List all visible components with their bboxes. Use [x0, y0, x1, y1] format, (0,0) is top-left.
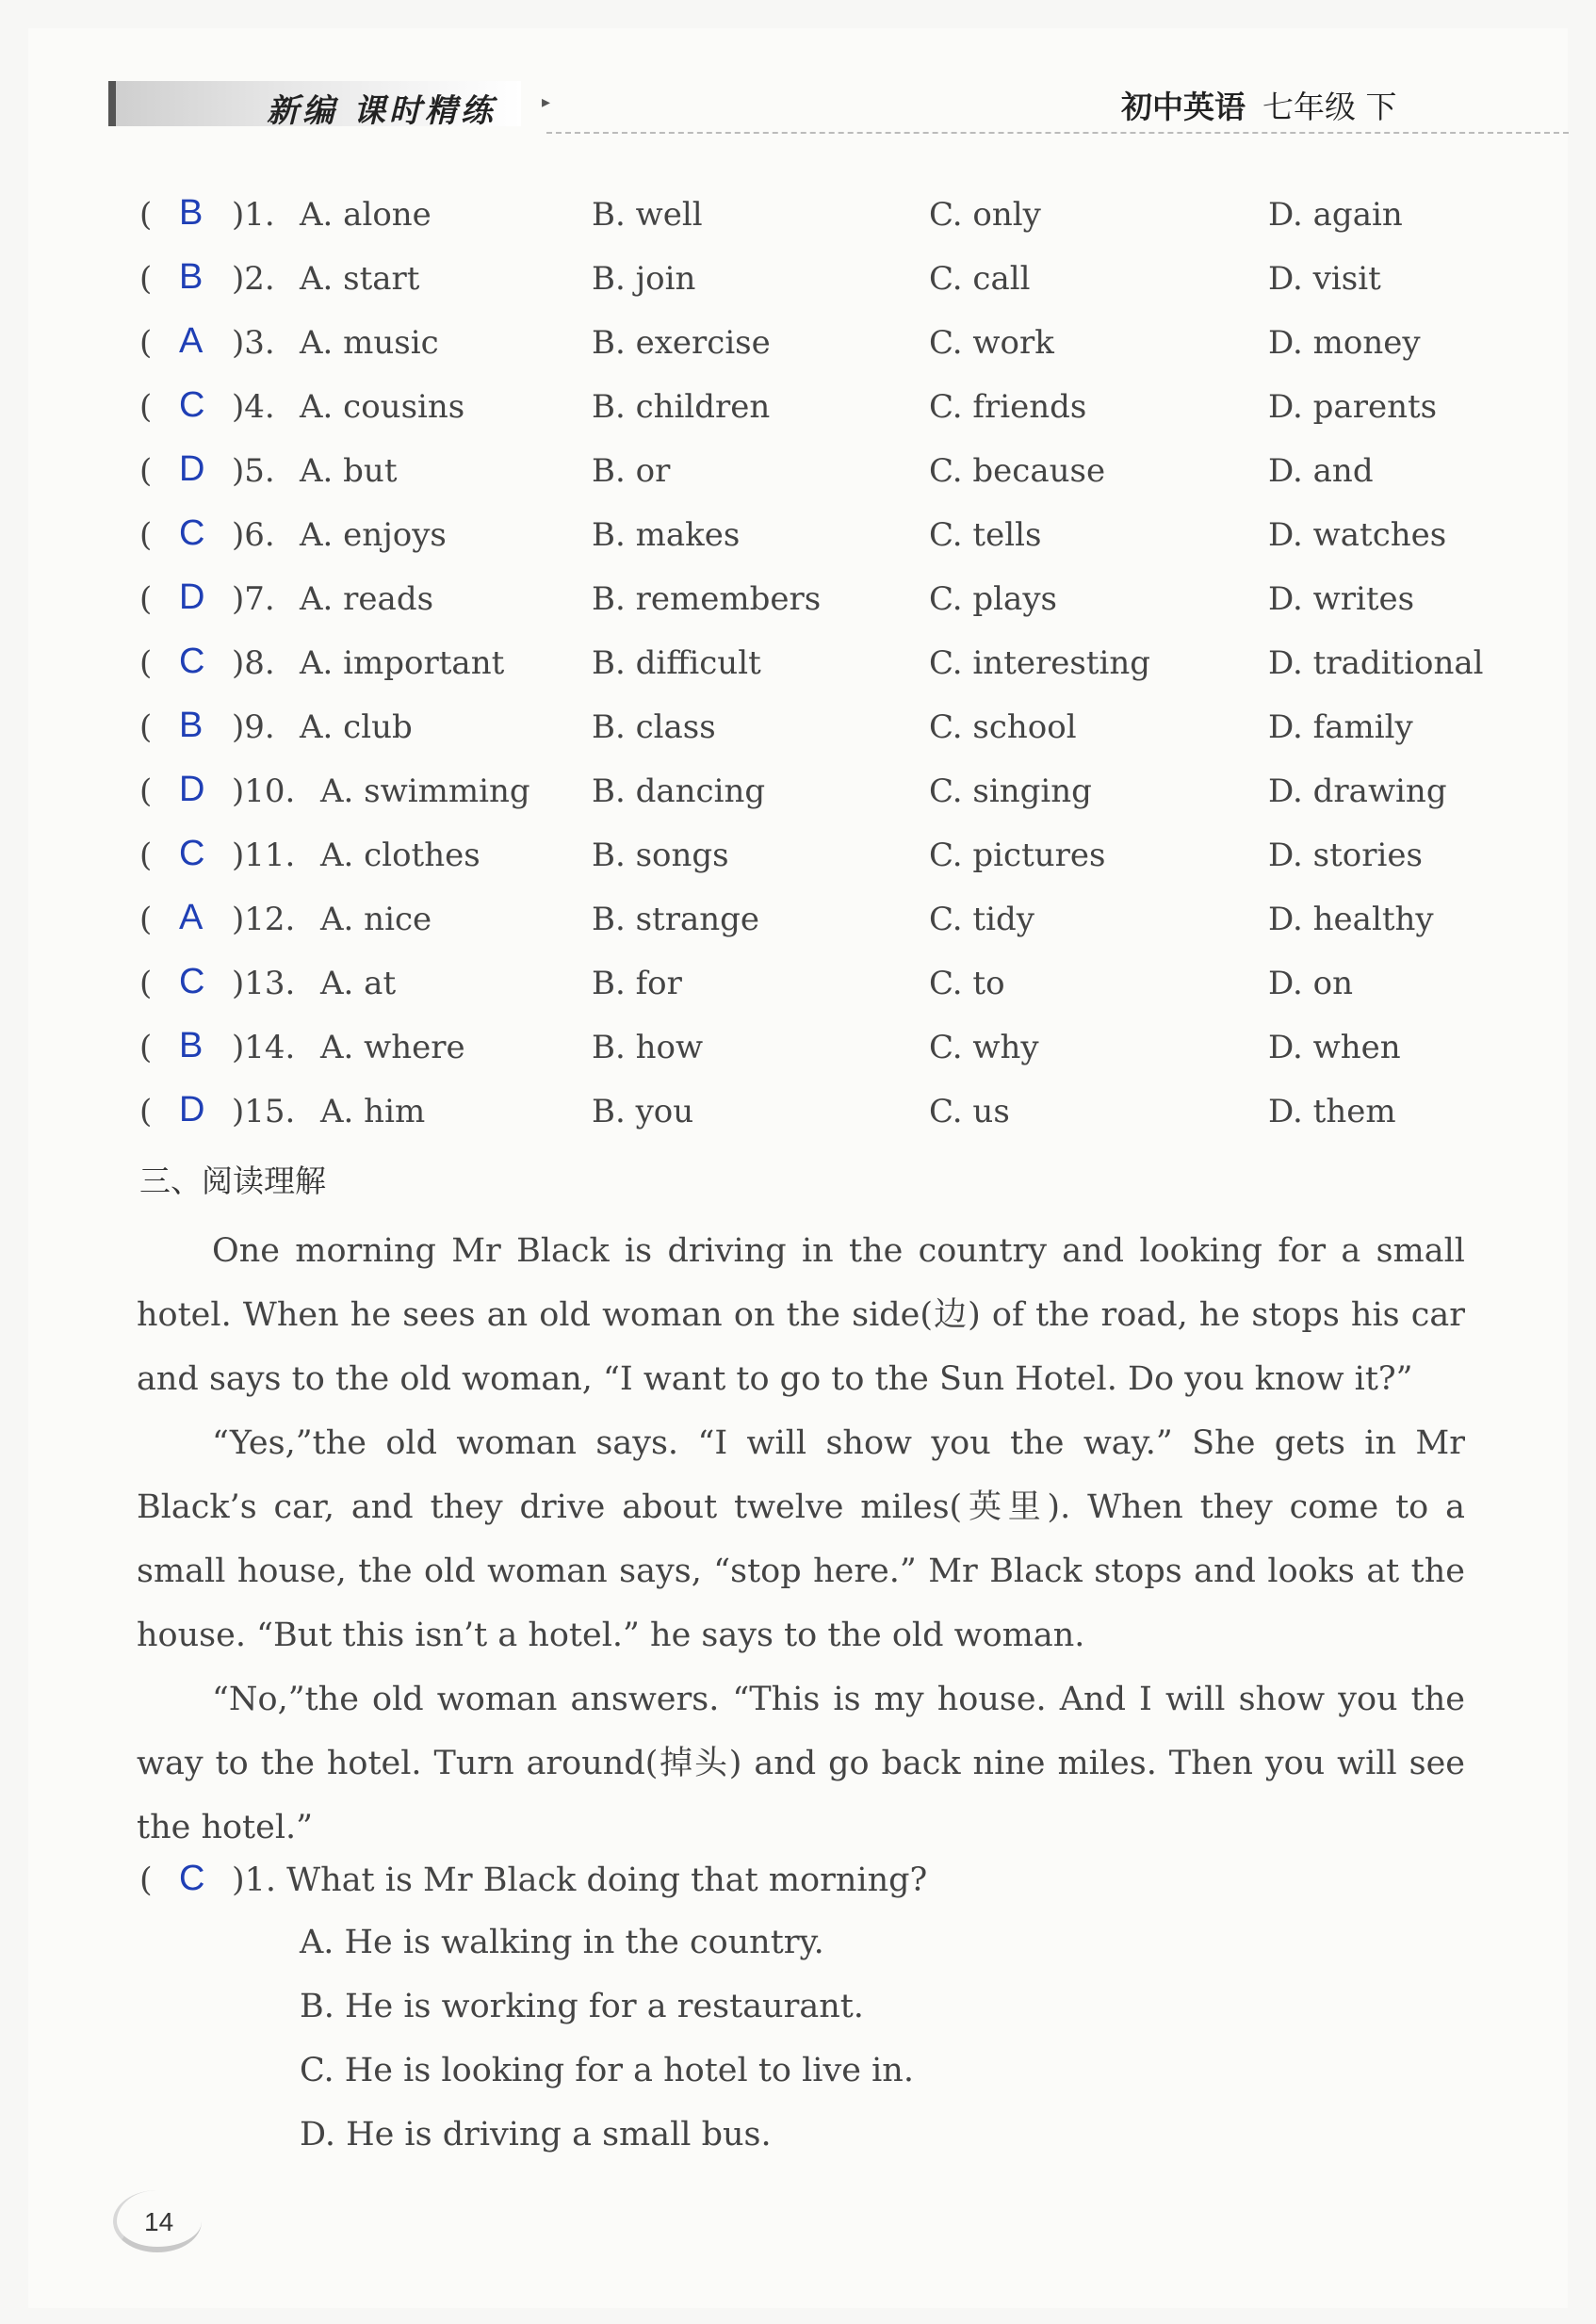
option-c: C. only [929, 196, 1041, 234]
option-a: A. club [300, 708, 413, 746]
cloze-row [139, 257, 1515, 307]
question-number: )14. [232, 1029, 296, 1066]
option-d: D. healthy [1268, 901, 1434, 938]
option-c: C. school [929, 708, 1077, 746]
answer-letter: B [179, 706, 204, 745]
answer-letter: D [179, 449, 205, 489]
question-number: )6. [232, 516, 275, 554]
question-stem: )1. What is Mr Black doing that morning? [232, 1861, 928, 1899]
cloze-row [139, 1090, 1515, 1140]
cloze-row [139, 708, 1515, 756]
reading-question [139, 1859, 928, 1899]
option-a: A. where [320, 1029, 465, 1066]
answer-letter: C [179, 1859, 205, 1898]
answer-letter: C [179, 642, 205, 681]
paren-open: ( [139, 1029, 153, 1066]
question-number: )2. [232, 260, 275, 298]
header-subject [1121, 83, 1397, 127]
question-number: )8. [232, 644, 275, 682]
paren-open: ( [139, 324, 153, 362]
answer-letter: C [179, 513, 205, 553]
grade-label: 七年级 [1262, 89, 1356, 125]
option-c: C. call [929, 260, 1031, 298]
option-d: D. again [1268, 196, 1403, 234]
cloze-row [139, 772, 1515, 820]
question-option: A. He is walking in the country. [300, 1924, 824, 1961]
option-c: C. why [929, 1029, 1039, 1066]
answer-letter: D [179, 577, 205, 617]
option-a: A. swimming [320, 772, 530, 810]
question-number: )3. [232, 324, 275, 362]
paren-open: ( [139, 452, 153, 490]
paren-open: ( [139, 965, 153, 1002]
option-a: A. at [320, 965, 397, 1002]
option-a: A. him [320, 1093, 426, 1130]
option-c: C. interesting [929, 644, 1150, 682]
cloze-row [139, 513, 1515, 563]
option-a: A. but [300, 452, 398, 490]
option-c: C. plays [929, 580, 1057, 618]
option-b: B. or [592, 452, 671, 490]
question-number: )11. [232, 837, 296, 874]
option-b: B. dancing [592, 772, 766, 810]
triangle-arrow-icon: ▸ [542, 92, 551, 112]
question-option: B. He is working for a restaurant. [300, 1988, 864, 2025]
option-b: B. you [592, 1093, 694, 1130]
section-title: 三、阅读理解 [139, 1162, 326, 1199]
option-d: D. when [1268, 1029, 1401, 1066]
option-d: D. family [1268, 708, 1413, 746]
cloze-row [139, 321, 1515, 371]
question-number: )13. [232, 965, 296, 1002]
option-b: B. well [592, 196, 703, 234]
paren-open: ( [139, 388, 153, 426]
answer-letter: B [179, 1026, 204, 1065]
question-number: )9. [232, 708, 275, 746]
option-b: B. join [592, 260, 696, 298]
option-d: D. on [1268, 965, 1354, 1002]
option-d: D. money [1268, 324, 1421, 362]
option-b: B. how [592, 1029, 704, 1066]
option-c: C. friends [929, 388, 1087, 426]
page-number: 14 [144, 2207, 174, 2236]
answer-letter: A [179, 898, 204, 937]
question-number: )10. [232, 772, 296, 810]
paren-open: ( [139, 580, 153, 618]
header-divider [546, 132, 1569, 134]
question-number: )4. [232, 388, 275, 426]
option-b: B. strange [592, 901, 760, 938]
cloze-row [139, 644, 1515, 691]
subject-label: 初中英语 [1121, 89, 1246, 125]
answer-letter: C [179, 385, 205, 425]
question-number: )12. [232, 901, 296, 938]
option-d: D. watches [1268, 516, 1447, 554]
answer-letter: C [179, 962, 205, 1001]
cloze-row [139, 898, 1515, 948]
passage-paragraph: One morning Mr Black is driving in the country and looking for a small hotel. When he sees an old woman on the side(边) of the road, he stops his car and says to the old woman, “I want to go to the Sun Hotel. Do you know it?” [137, 1232, 1465, 1398]
question-number: )7. [232, 580, 275, 618]
answer-letter: D [179, 1090, 205, 1129]
option-a: A. enjoys [300, 516, 447, 554]
option-d: D. writes [1268, 580, 1415, 618]
option-d: D. stories [1268, 837, 1423, 874]
passage-paragraph: “No,”the old woman answers. “This is my house. And I will show you the way to the hotel. Turn around(掉头) and go back nine miles. Then you will see the hotel.” [137, 1681, 1465, 1846]
option-c: C. work [929, 324, 1054, 362]
option-a: A. clothes [320, 837, 480, 874]
answer-letter: C [179, 834, 205, 873]
book-title: 新编 课时精练 [267, 92, 497, 130]
option-a: A. start [300, 260, 420, 298]
page-header [108, 77, 1569, 143]
option-a: A. reads [300, 580, 434, 618]
option-c: C. us [929, 1093, 1010, 1130]
cloze-row [139, 193, 1515, 243]
paren-open: ( [139, 644, 153, 682]
question-number: )5. [232, 452, 275, 490]
option-c: C. because [929, 452, 1106, 490]
answer-letter: B [179, 193, 204, 233]
option-b: B. for [592, 965, 682, 1002]
cloze-row [139, 577, 1515, 627]
passage-paragraph: “Yes,”the old woman says. “I will show you the way.” She gets in Mr Black’s car, and they drive about twelve miles(英里). When they come to a small house, the old woman says, “stop here.” Mr Black stops and looks at the house. “But this isn’t a hotel.” he says to the old woman. [137, 1424, 1465, 1654]
option-b: B. class [592, 708, 716, 746]
paren-open: ( [139, 837, 153, 874]
paren-open: ( [139, 772, 153, 810]
term-label: 下 [1365, 89, 1397, 125]
cloze-row [139, 449, 1515, 499]
question-option: D. He is driving a small bus. [300, 2116, 772, 2153]
option-a: A. cousins [300, 388, 465, 426]
option-b: B. children [592, 388, 771, 426]
option-c: C. to [929, 965, 1005, 1002]
option-c: C. singing [929, 772, 1092, 810]
paren-open: ( [139, 901, 153, 938]
question-number: )15. [232, 1093, 296, 1130]
option-c: C. tidy [929, 901, 1034, 938]
paren-open: ( [139, 516, 153, 554]
option-d: D. drawing [1268, 772, 1447, 810]
option-a: A. important [300, 644, 505, 682]
option-b: B. songs [592, 837, 729, 874]
question-number: )1. [232, 196, 275, 234]
cloze-row [139, 962, 1515, 1012]
cloze-row [139, 385, 1515, 435]
option-d: D. them [1268, 1093, 1396, 1130]
answer-letter: D [179, 770, 205, 809]
paren-open: ( [139, 1861, 153, 1899]
option-a: A. alone [300, 196, 432, 234]
cloze-row [139, 1026, 1515, 1076]
paren-open: ( [139, 196, 153, 234]
option-b: B. remembers [592, 580, 822, 618]
paren-open: ( [139, 1093, 153, 1130]
question-option: C. He is looking for a hotel to live in. [300, 2052, 914, 2089]
paren-open: ( [139, 260, 153, 298]
option-b: B. difficult [592, 644, 761, 682]
option-d: D. parents [1268, 388, 1438, 426]
option-a: A. music [300, 324, 439, 362]
paren-open: ( [139, 708, 153, 746]
reading-passage [137, 1219, 1465, 1860]
cloze-row [139, 834, 1515, 884]
option-b: B. exercise [592, 324, 771, 362]
option-b: B. makes [592, 516, 741, 554]
option-d: D. traditional [1268, 644, 1484, 682]
option-c: C. pictures [929, 837, 1106, 874]
answer-letter: A [179, 321, 204, 361]
answer-letter: B [179, 257, 204, 297]
option-a: A. nice [320, 901, 432, 938]
option-c: C. tells [929, 516, 1042, 554]
option-d: D. visit [1268, 260, 1381, 298]
option-d: D. and [1268, 452, 1374, 490]
